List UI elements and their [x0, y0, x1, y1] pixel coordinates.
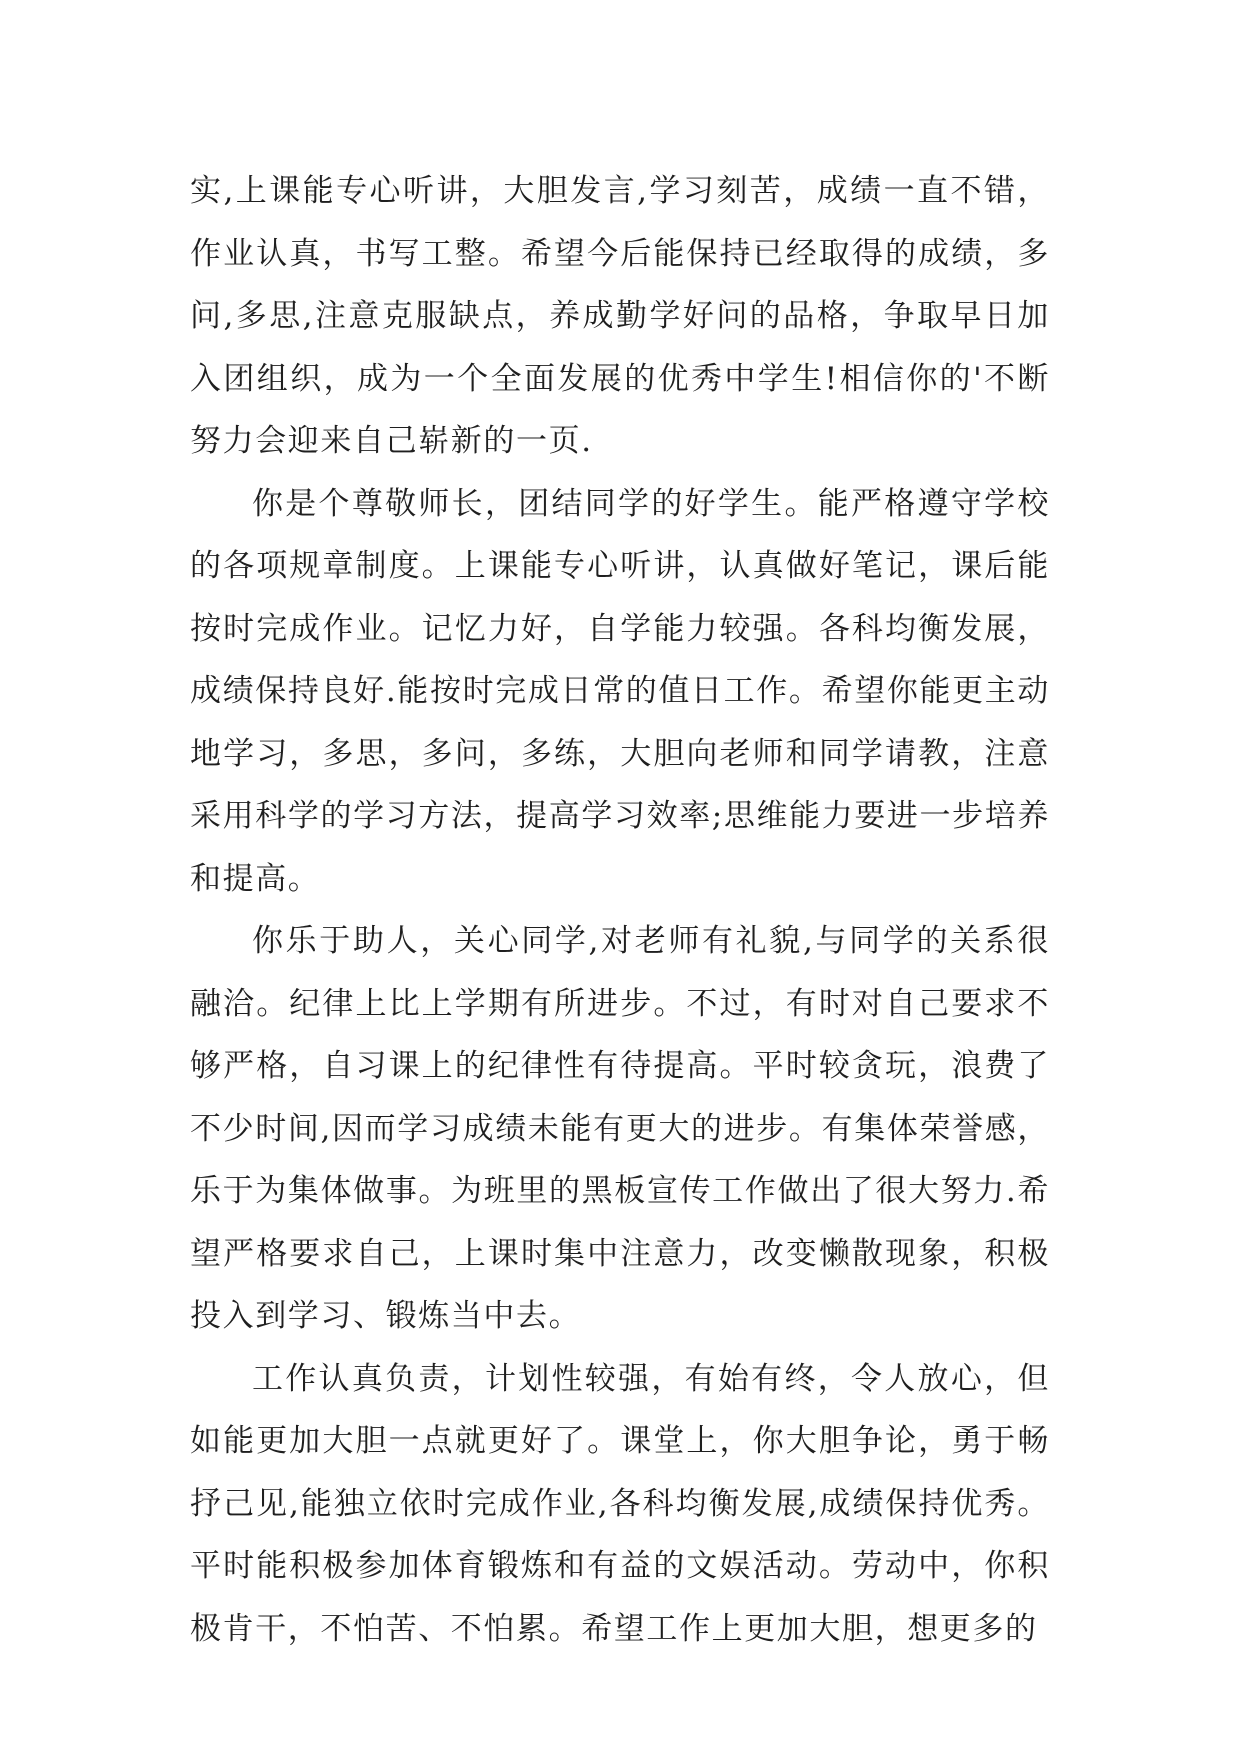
document-body	[190, 160, 1050, 1660]
paragraph-1: 实,上课能专心听讲，大胆发言,学习刻苦，成绩一直不错，作业认真，书写工整。希望今后能保持已经取得的成绩，多问,多思,注意克服缺点，养成勤学好问的品格，争取早日加入团组织，成为一个全面发展的优秀中学生!相信你的'不断努力会迎来自己崭新的一页.	[190, 173, 1050, 459]
paragraph-3: 你乐于助人，关心同学,对老师有礼貌,与同学的关系很融洽。纪律上比上学期有所进步。不过，有时对自己要求不够严格，自习课上的纪律性有待提高。平时较贪玩，浪费了不少时间,因而学习成绩未能有更大的进步。有集体荣誉感，乐于为集体做事。为班里的黑板宣传工作做出了很大努力.希望严格要求自己，上课时集中注意力，改变懒散现象，积极投入到学习、锻炼当中去。	[190, 923, 1050, 1334]
paragraph-4: 工作认真负责，计划性较强，有始有终，令人放心，但如能更加大胆一点就更好了。课堂上，你大胆争论，勇于畅抒己见,能独立依时完成作业,各科均衡发展,成绩保持优秀。平时能积极参加体育锻炼和有益的文娱活动。劳动中，你积极肯干，不怕苦、不怕累。希望工作上更加大胆，想更多的	[190, 1360, 1050, 1647]
paragraph-2: 你是个尊敬师长，团结同学的好学生。能严格遵守学校的各项规章制度。上课能专心听讲，认真做好笔记，课后能按时完成作业。记忆力好，自学能力较强。各科均衡发展，成绩保持良好.能按时完成日常的值日工作。希望你能更主动地学习，多思，多问，多练，大胆向老师和同学请教，注意采用科学的学习方法，提高学习效率;思维能力要进一步培养和提高。	[190, 485, 1050, 897]
